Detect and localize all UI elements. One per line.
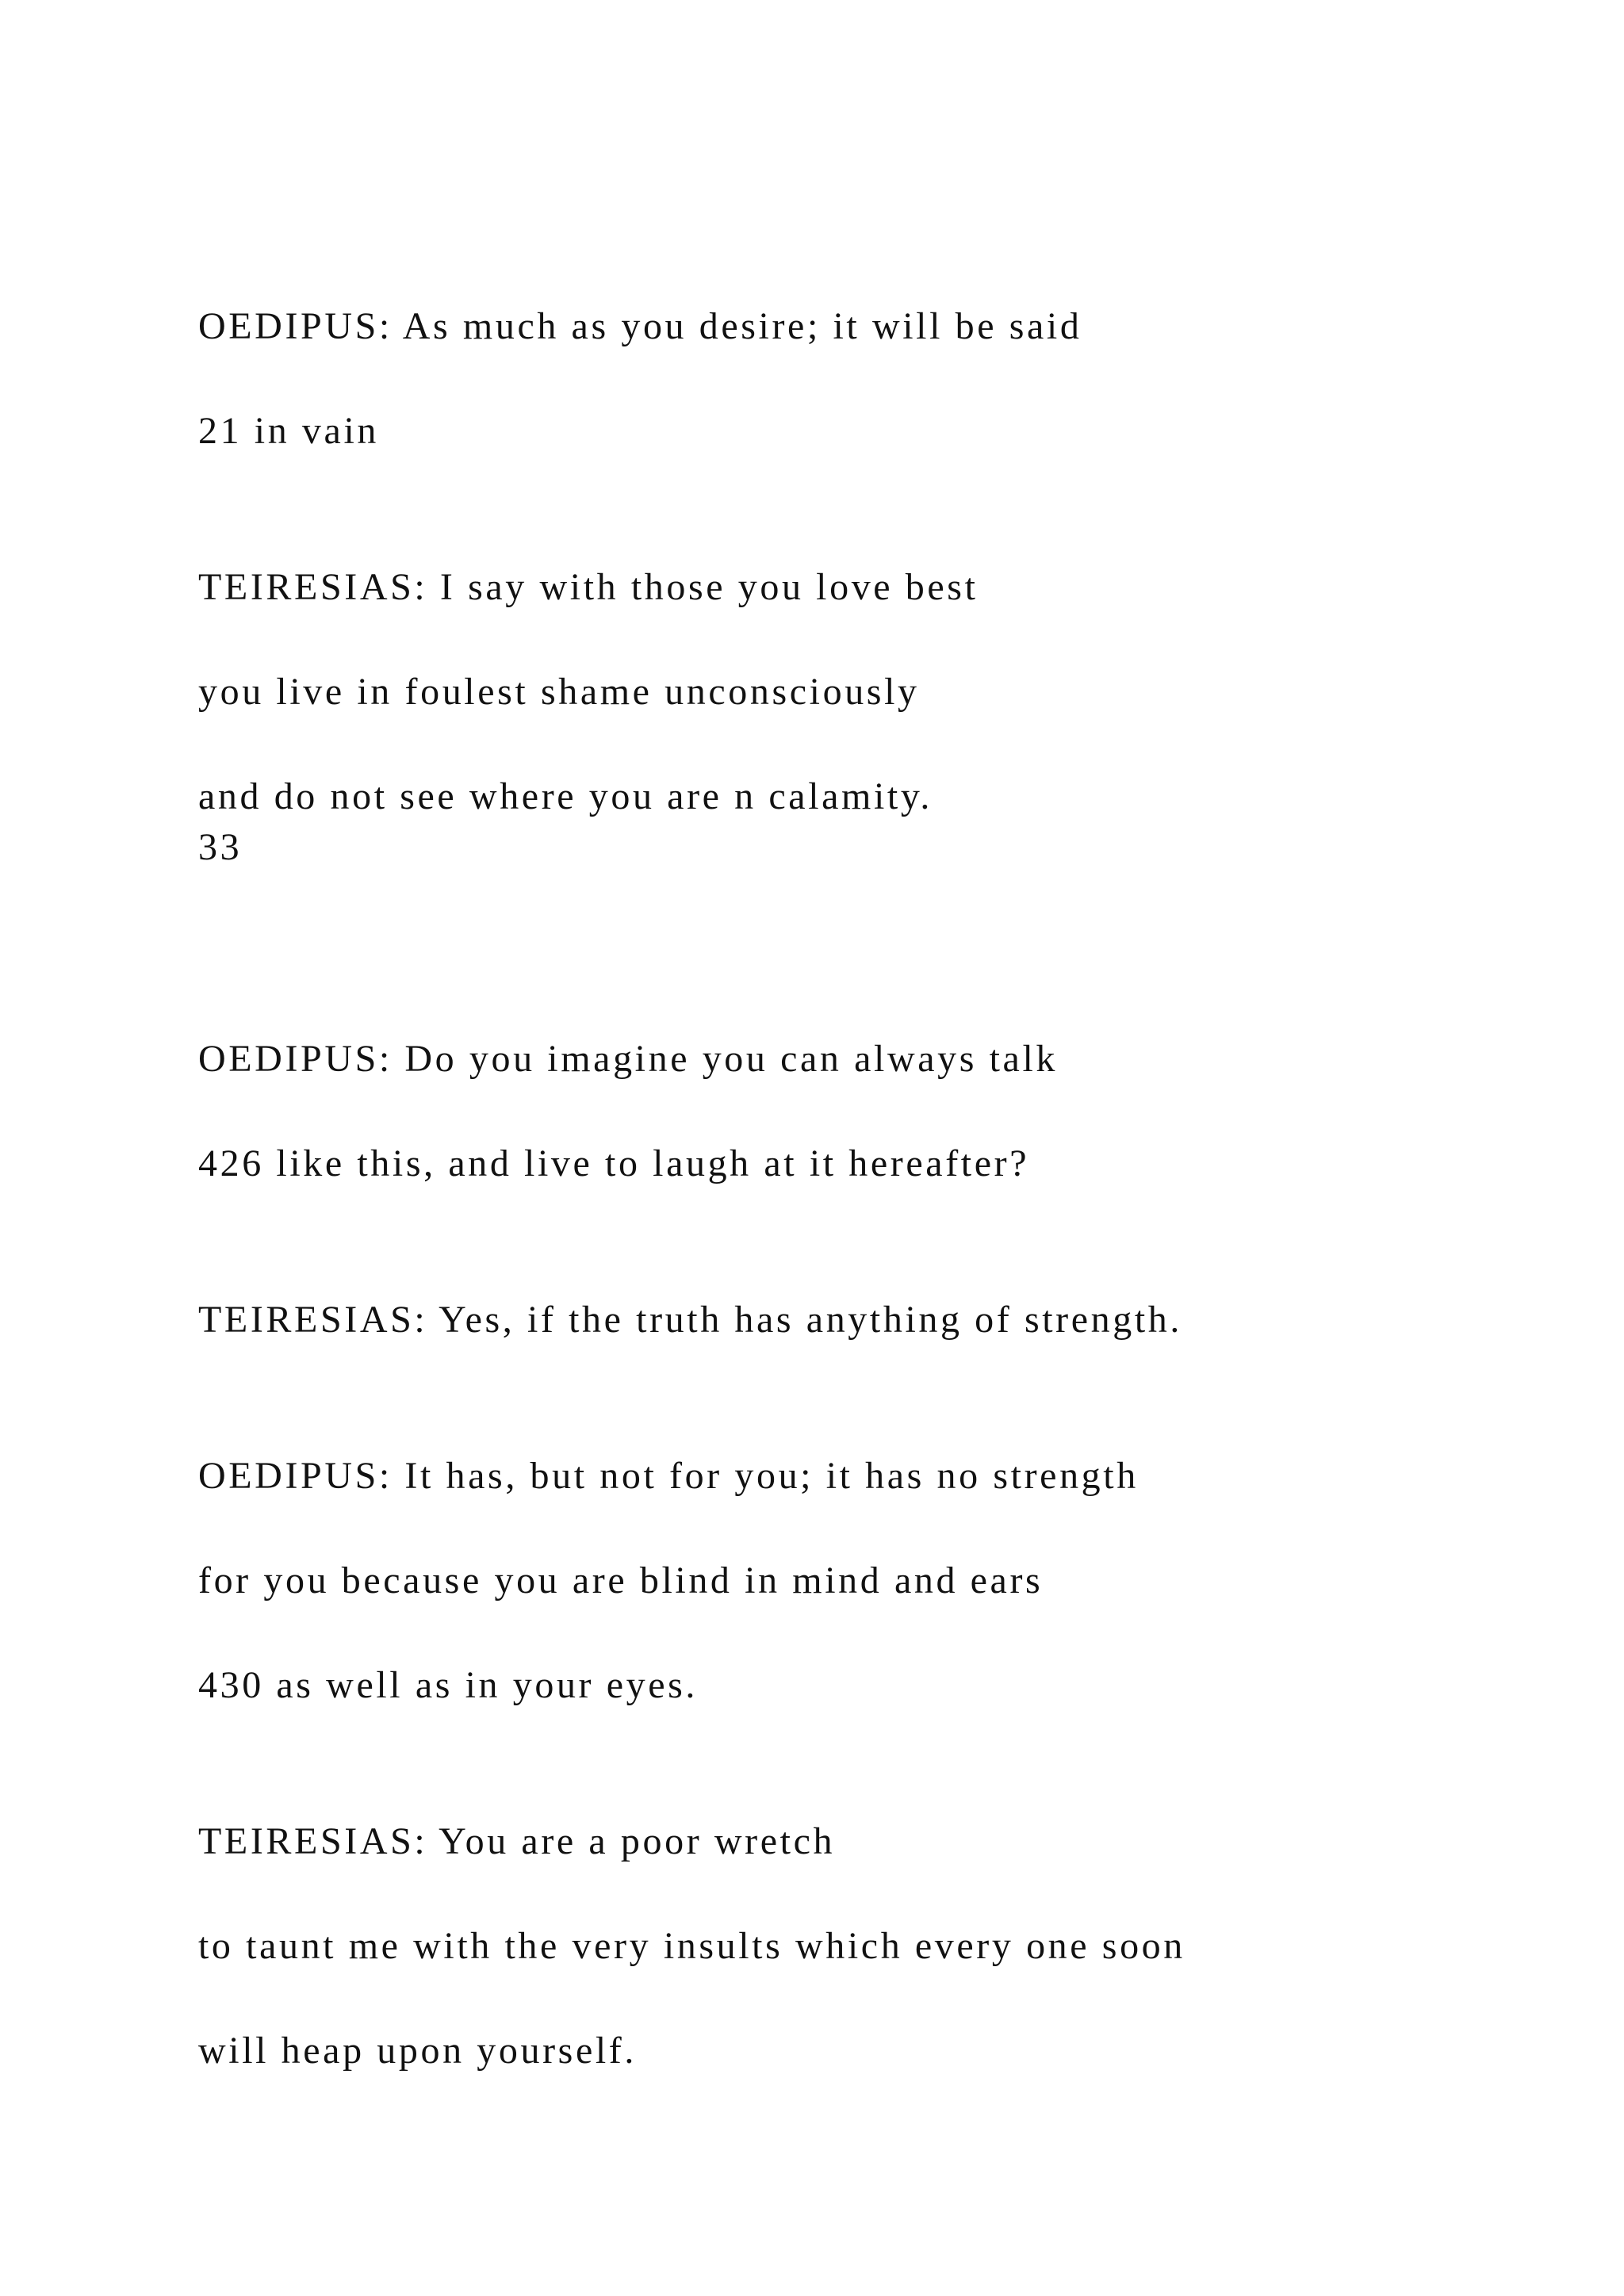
- dialogue-line: and do not see where you are n calamity.: [198, 775, 933, 817]
- dialogue-line: 426 like this, and live to laugh at it hereafter?: [198, 1142, 1030, 1184]
- dialogue-line-teiresias: TEIRESIAS: You are a poor wretch: [198, 1820, 836, 1862]
- dialogue-line-teiresias: TEIRESIAS: I say with those you love best: [198, 566, 979, 608]
- dialogue-line: to taunt me with the very insults which every one soon: [198, 1925, 1185, 1967]
- dialogue-line-teiresias: TEIRESIAS: Yes, if the truth has anything of strength.: [198, 1299, 1183, 1341]
- dialogue-line-oedipus: OEDIPUS: As much as you desire; it will be said: [198, 305, 1082, 347]
- dialogue-line: 21 in vain: [198, 410, 379, 452]
- dialogue-line: will heap upon yourself.: [198, 2030, 637, 2072]
- dialogue-line: you live in foulest shame unconsciously: [198, 671, 920, 713]
- dialogue-line: 430 as well as in your eyes.: [198, 1664, 699, 1706]
- dialogue-line-oedipus: OEDIPUS: Do you imagine you can always talk: [198, 1038, 1058, 1080]
- page-number: 33: [198, 826, 243, 868]
- dialogue-line: for you because you are blind in mind and ears: [198, 1559, 1044, 1601]
- dialogue-line-oedipus: OEDIPUS: It has, but not for you; it has no strength: [198, 1455, 1139, 1497]
